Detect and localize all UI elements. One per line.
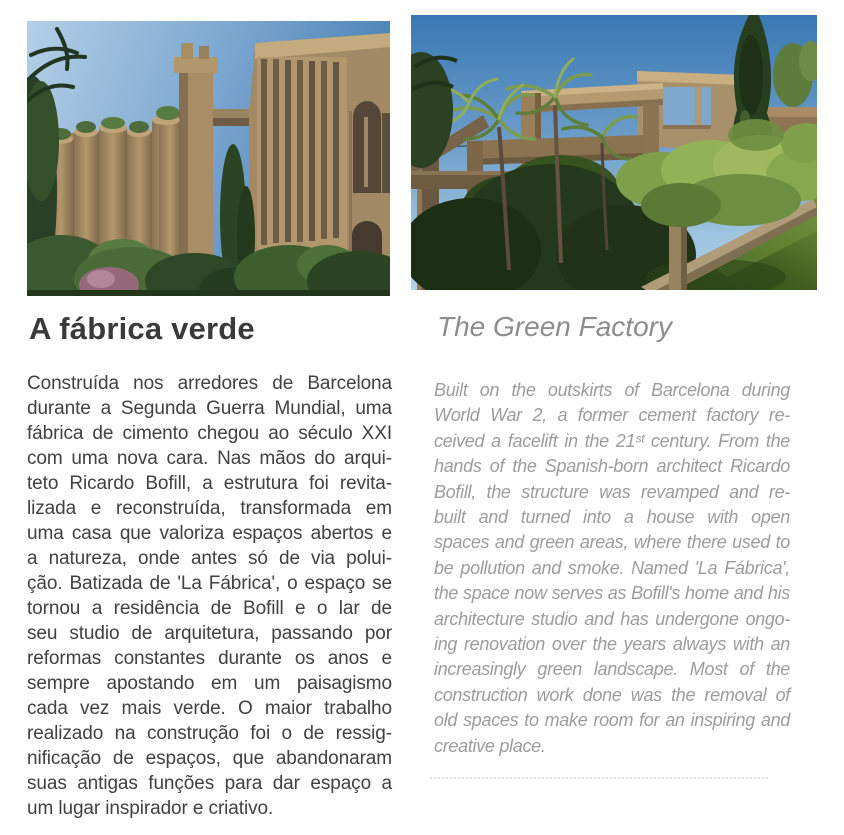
text-line: sempre apostando em um paisagismo (27, 673, 392, 694)
photo-la-fabrica-garden (411, 15, 817, 290)
text-line: reformas constantes durante os anos e (27, 648, 392, 669)
text-line: be pollution and smoke. Named 'La Fábrica', (434, 557, 790, 578)
text-line: World War 2, a former cement factory re- (434, 405, 790, 426)
left-article-title: A fábrica verde (29, 311, 255, 346)
text-line: architecture studio and has undergone ongo- (434, 608, 790, 629)
text-line: uma casa que valoriza espaços abertos e (27, 523, 392, 544)
right-article-body (434, 378, 790, 759)
right-article-title: The Green Factory (437, 311, 672, 342)
photo-la-fabrica-front (27, 21, 390, 296)
text-line: nificação de espaços, que abandonaram (27, 748, 392, 769)
text-line: spaces and green areas, where there used to (434, 532, 790, 553)
text-line: durante a Segunda Guerra Mundial, uma (27, 398, 392, 419)
text-line: ceived a facelift in the 21ˢᵗ century. From the (434, 430, 790, 451)
text-line: com uma nova cara. Nas mãos do arqui- (27, 448, 392, 469)
text-line: hands of the Spanish-born architect Ricardo (434, 456, 790, 477)
text-line: suas antigas funções para dar espaço a (27, 773, 392, 794)
text-line: fábrica de cimento chegou ao século XXI (27, 423, 392, 444)
text-line: Construída nos arredores de Barcelona (27, 373, 392, 394)
text-line: ção. Batizada de 'La Fábrica', o espaço se (27, 573, 392, 594)
text-line: old spaces to make room for an inspiring and (434, 710, 790, 731)
text-line: cada vez mais verde. O maior trabalho (27, 698, 392, 719)
right-column-separator (430, 777, 768, 779)
text-line: ing renovation over the years always with an (434, 634, 790, 655)
text-line: um lugar inspirador e criativo. (27, 798, 274, 819)
photo-la-fabrica-front-illustration (27, 21, 390, 296)
text-line: Bofill, the structure was revamped and re- (434, 481, 790, 502)
text-line: seu studio de arquitetura, passando por (27, 623, 392, 644)
text-line: built and turned into a house with open (434, 507, 790, 528)
text-line: the space now serves as Bofill's home and his (434, 583, 790, 604)
photo-la-fabrica-garden-illustration (411, 15, 817, 290)
text-line: teto Ricardo Bofill, a estrutura foi revita- (27, 473, 392, 494)
text-line: a natureza, onde antes só de via polui- (27, 548, 392, 569)
text-line: lizada e reconstruída, transformada em (27, 498, 392, 519)
left-article-body (27, 371, 392, 821)
text-line: Built on the outskirts of Barcelona during (434, 380, 790, 400)
text-line: increasingly green landscape. Most of the (434, 659, 790, 680)
text-line: realizado na construção foi o de ressig- (27, 723, 392, 744)
text-line: tornou a residência de Bofill e o lar de (27, 598, 392, 619)
text-line: construction work done was the removal of (434, 684, 790, 705)
text-line: creative place. (434, 735, 546, 756)
